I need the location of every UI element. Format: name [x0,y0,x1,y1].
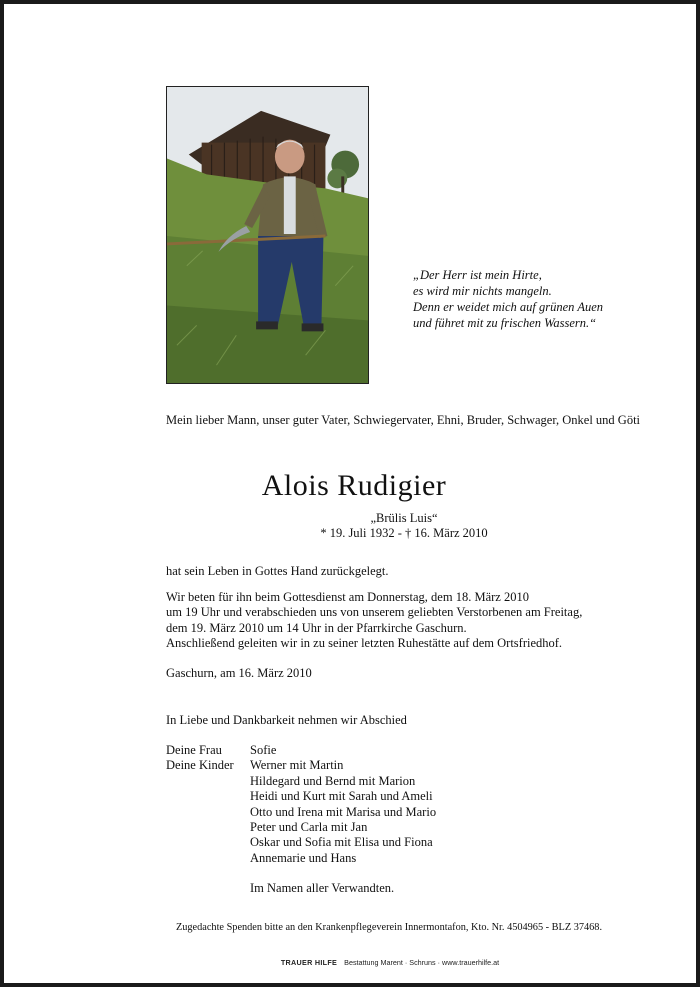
place-date: Gaschurn, am 16. März 2010 [166,666,312,680]
family-list [166,743,586,866]
family-names: Otto und Irena mit Marisa und Mario [250,804,437,819]
footer-brand: TRAUER HILFE [280,958,338,967]
donation-note: Zugedachte Spenden bitte an den Krankenpflegeverein Innermontafon, Kto. Nr. 4504965 - BLZ 37468. [175,922,603,933]
family-names: Sofie [250,743,277,757]
service-details [166,590,636,651]
family-role [166,774,250,789]
family-row [166,835,586,850]
signoff-text: Im Namen aller Verwandten. [250,881,395,895]
farewell-text: In Liebe und Dankbarkeit nehmen wir Abschied [166,713,407,727]
family-row [166,758,586,773]
family-names: Peter und Carla mit Jan [250,820,368,835]
service-line: dem 19. März 2010 um 14 Uhr in der Pfarrkirche Gaschurn. [166,620,467,635]
family-role [166,805,250,820]
quote-line: und führet mit zu frischen Wassern.“ [413,316,597,330]
footer [4,958,700,968]
family-role [166,851,250,866]
family-role: Deine Frau [166,743,222,757]
passed-away-text: hat sein Leben in Gottes Hand zurückgelegt. [166,564,389,578]
portrait-photo [166,86,369,384]
family-row [166,851,586,866]
family-names: Werner mit Martin [250,758,344,773]
family-role [166,820,250,835]
family-row [166,789,586,804]
family-names: Hildegard und Bernd mit Marion [250,773,416,788]
deceased-name: Alois Rudigier [261,469,447,502]
family-row [166,805,586,820]
footer-text: Bestattung Marent · Schruns · www.trauerhilfe.at [344,958,500,967]
family-names: Heidi und Kurt mit Sarah und Ameli [250,789,433,804]
family-row [166,820,586,835]
intro-text: Mein lieber Mann, unser guter Vater, Schwiegervater, Ehni, Bruder, Schwager, Onkel und Göti [166,413,641,427]
family-role [166,835,250,850]
quote-line: es wird mir nichts mangeln. [413,284,552,298]
family-role: Deine Kinder [166,758,234,773]
family-role [166,789,250,804]
service-line: Anschließend geleiten wir in zu seiner letzten Ruhestätte auf dem Ortsfriedhof. [166,635,563,650]
portrait-image [167,87,368,383]
deceased-nickname: „Brülis Luis“ [370,511,438,525]
service-line: Wir beten für ihn beim Gottesdienst am Donnerstag, dem 18. März 2010 [166,590,529,604]
family-row [166,743,586,758]
life-dates: * 19. Juli 1932 - † 16. März 2010 [320,526,488,540]
quote-line: „Der Herr ist mein Hirte, [413,268,542,282]
bible-quote [413,267,683,331]
family-row [166,774,586,789]
quote-line: Denn er weidet mich auf grünen Auen [413,300,604,314]
family-names: Annemarie und Hans [250,850,357,865]
service-line: um 19 Uhr und verabschieden uns von unserem geliebten Verstorbenen am Freitag, [166,605,583,620]
family-names: Oskar und Sofia mit Elisa und Fiona [250,835,433,850]
